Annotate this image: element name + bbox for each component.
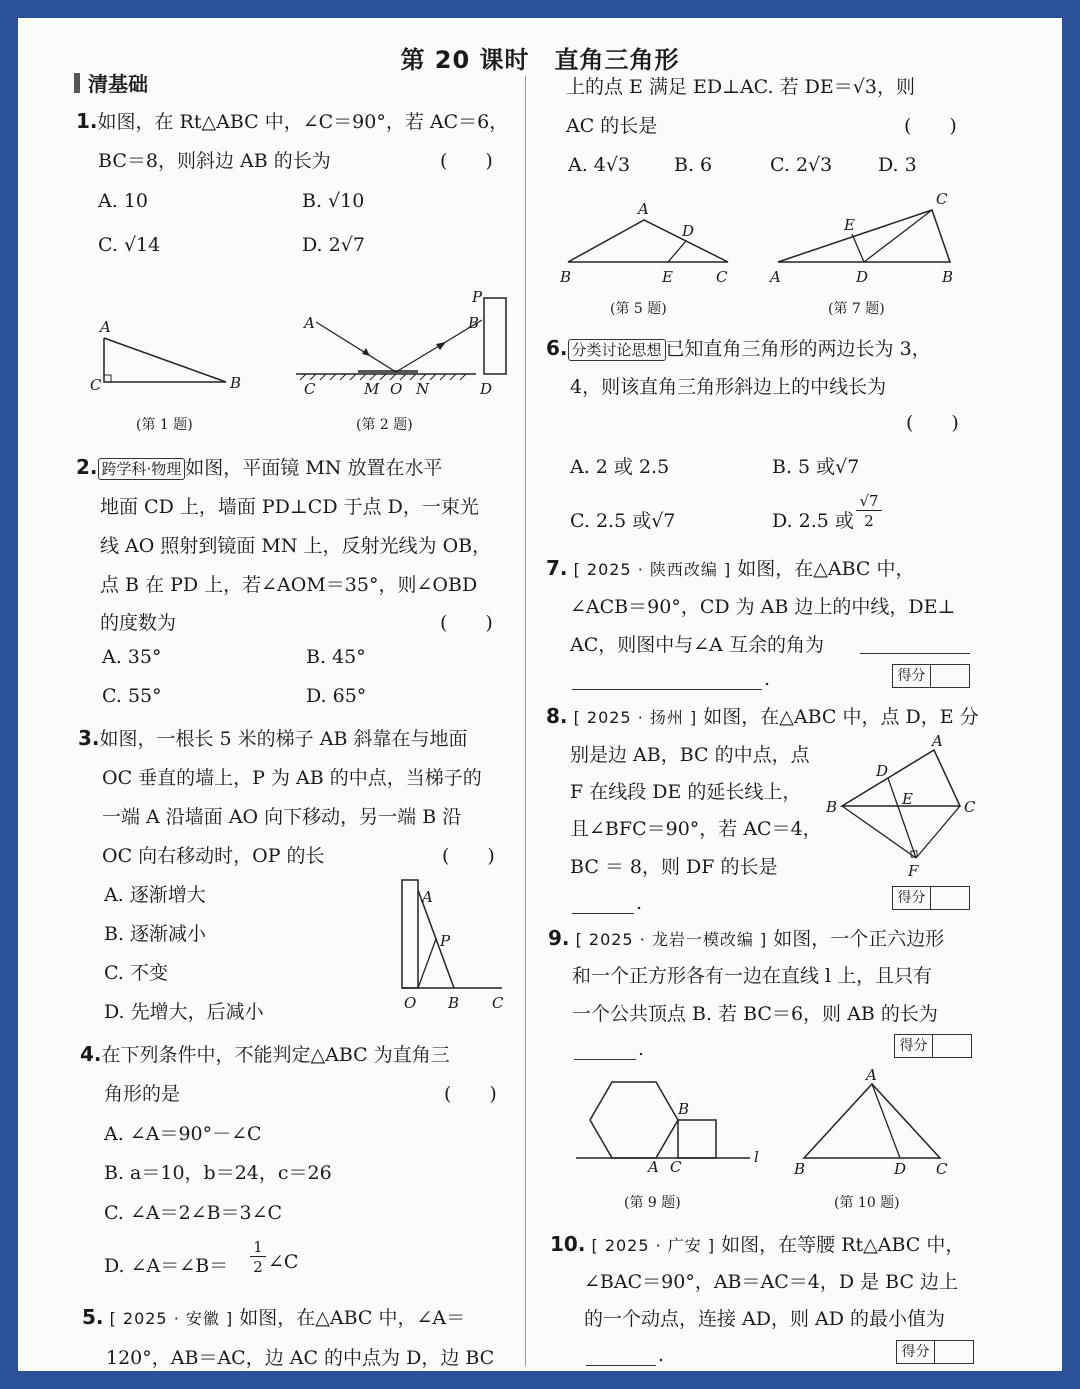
- q3-option-c: C. 不变: [104, 962, 168, 984]
- q2-option-c: C. 55°: [102, 685, 162, 707]
- q9-text-3: 一个公共顶点 B. 若 BC＝6，则 AB 的长为: [572, 1003, 938, 1025]
- q1-line1: [76, 107, 508, 134]
- q5-source: [ 2025 · 安徽 ]: [109, 1309, 234, 1328]
- q8-source: [ 2025 · 扬州 ]: [573, 708, 698, 727]
- q6-option-d-pre: D. 2.5 或: [772, 510, 854, 532]
- q3-text-4: OC 向右移动时，OP 的长: [102, 845, 325, 867]
- figure-2: [286, 270, 496, 400]
- q4-option-c: C. ∠A＝2∠B＝3∠C: [104, 1202, 283, 1224]
- section-label: 清基础: [88, 72, 148, 96]
- q5-text-2: 120°，AB＝AC，边 AC 的中点为 D，边 BC: [106, 1347, 495, 1369]
- q6-option-b: B. 5 或√7: [772, 456, 860, 478]
- q3-line1: [78, 724, 467, 751]
- fig10-label-c: C: [936, 1160, 948, 1178]
- fig8-label-a: A: [932, 732, 943, 750]
- fig3-label-o: O: [404, 994, 417, 1012]
- q7-text-1: 如图，在△ABC 中，: [737, 558, 915, 580]
- q4-option-d-post: ∠C: [268, 1251, 299, 1273]
- q1-bracket: ( ): [440, 150, 493, 172]
- fig2-label-c: C: [304, 380, 316, 398]
- q1-option-c: C. √14: [98, 234, 161, 256]
- q10-score-label: 得分: [897, 1341, 935, 1363]
- q4-option-a: A. ∠A＝90°－∠C: [104, 1123, 262, 1145]
- fig2-label-a: A: [304, 314, 315, 332]
- q10-end: .: [658, 1344, 665, 1366]
- fig8-label-e: E: [902, 790, 913, 808]
- q9-answer-blank[interactable]: [574, 1038, 636, 1060]
- fig9-label-b: B: [678, 1100, 690, 1118]
- fig3-label-a: A: [422, 888, 433, 906]
- q7-source: [ 2025 · 陕西改编 ]: [573, 560, 732, 579]
- fig1-caption: (第 1 题): [136, 417, 193, 433]
- fig10-label-d: D: [894, 1160, 907, 1178]
- fig5-caption: (第 5 题): [610, 301, 667, 317]
- fig2-label-p: P: [472, 288, 483, 306]
- q2-text-2: 地面 CD 上，墙面 PD⊥CD 于点 D，一束光: [100, 496, 479, 518]
- q6-number: 6.: [546, 336, 568, 360]
- q4-option-d: [104, 1251, 228, 1278]
- q4-text-2: 角形的是: [104, 1083, 181, 1105]
- fig8-label-f: F: [908, 862, 919, 880]
- fig5-label-d: D: [682, 222, 695, 240]
- figure-9: [574, 1074, 764, 1174]
- q10-line1: [550, 1230, 964, 1257]
- q4-option-d-pre: D. ∠A＝∠B＝: [104, 1255, 229, 1277]
- q1-option-d: D. 2√7: [302, 234, 365, 256]
- fig2-label-o: O: [390, 380, 403, 398]
- fig1-label-b: B: [230, 374, 242, 392]
- q8-text-4: 且∠BFC＝90°，若 AC＝4，: [570, 818, 822, 840]
- q10-source: [ 2025 · 广安 ]: [591, 1236, 716, 1255]
- fig1-label-c: C: [90, 376, 102, 394]
- worksheet-page: [18, 18, 1062, 1371]
- q3-text-2: OC 垂直的墙上，P 为 AB 的中点，当梯子的: [102, 767, 482, 789]
- figure-10: [794, 1066, 974, 1178]
- fig2-label-d: D: [480, 380, 493, 398]
- q6-tag: 分类讨论思想: [568, 339, 666, 361]
- q4-fraction-numerator: 1: [250, 1238, 266, 1257]
- q8-line1: [546, 702, 979, 729]
- q5-option-d: D. 3: [878, 154, 917, 176]
- q7-end: .: [764, 668, 771, 690]
- q10-text-2: ∠BAC＝90°，AB＝AC＝4，D 是 BC 边上: [584, 1271, 959, 1293]
- figure-3: [398, 876, 508, 1016]
- q1-option-b: B. √10: [302, 190, 365, 212]
- q10-score-box[interactable]: [896, 1340, 974, 1364]
- q2-text-3: 线 AO 照射到镜面 MN 上，反射光线为 OB，: [100, 535, 492, 557]
- q10-answer-blank[interactable]: [586, 1344, 656, 1366]
- fig1-label-a: A: [100, 318, 111, 336]
- q3-number: 3.: [78, 726, 100, 750]
- q9-score-box[interactable]: [894, 1034, 972, 1058]
- q6-text-1: 已知直角三角形的两边长为 3，: [665, 338, 931, 360]
- figure-8: [818, 730, 978, 880]
- fig9-caption: (第 9 题): [624, 1195, 681, 1211]
- q5-option-c: C. 2√3: [770, 154, 833, 176]
- fig10-caption: (第 10 题): [834, 1195, 900, 1211]
- fig9-label-a: A: [648, 1158, 659, 1176]
- q1-text-1: 如图，在 Rt△ABC 中，∠C＝90°，若 AC＝6，: [97, 111, 509, 133]
- q2-bracket: ( ): [440, 612, 493, 634]
- fig2-label-m: M: [364, 380, 380, 398]
- q2-option-d: D. 65°: [306, 685, 367, 707]
- q4-number: 4.: [80, 1042, 102, 1066]
- fig7-label-e: E: [844, 216, 855, 234]
- q7-line1: [546, 554, 914, 581]
- q7-text-3: AC，则图中与∠A 互余的角为: [570, 634, 824, 656]
- column-divider: [525, 76, 526, 1366]
- q4-text-1: 在下列条件中，不能判定△ABC 为直角三: [101, 1044, 450, 1066]
- q6-option-a: A. 2 或 2.5: [570, 456, 670, 478]
- q2-text-1: 如图，平面镜 MN 放置在水平: [185, 457, 443, 479]
- fig7-label-d: D: [856, 268, 869, 286]
- section-bar: [74, 73, 80, 93]
- fig3-label-p: P: [440, 932, 451, 950]
- fig2-caption: (第 2 题): [356, 417, 413, 433]
- q6-text-2: 4，则该直角三角形斜边上的中线长为: [570, 376, 887, 398]
- fig2-label-n: N: [416, 380, 430, 398]
- q8-end: .: [636, 892, 643, 914]
- q2-option-a: A. 35°: [102, 646, 162, 668]
- q6-fraction-numerator: √7: [856, 492, 882, 511]
- q6-option-c: C. 2.5 或√7: [570, 510, 676, 532]
- q10-number: 10.: [550, 1232, 586, 1256]
- q8-text-2: 别是边 AB，BC 的中点，点: [570, 744, 810, 766]
- q7-text-2: ∠ACB＝90°，CD 为 AB 边上的中线，DE⊥: [570, 596, 956, 618]
- q5-number: 5.: [82, 1305, 104, 1329]
- q3-option-a: A. 逐渐增大: [104, 884, 206, 906]
- q3-bracket: ( ): [442, 845, 495, 867]
- fig9-label-c: C: [670, 1158, 682, 1176]
- fig9-label-l: l: [754, 1148, 759, 1166]
- q7-number: 7.: [546, 556, 568, 580]
- q10-text-1: 如图，在等腰 Rt△ABC 中，: [721, 1234, 965, 1256]
- q4-option-b: B. a＝10，b＝24，c＝26: [104, 1162, 332, 1184]
- q2-tag: 跨学科·物理: [98, 458, 186, 480]
- fig10-label-b: B: [794, 1160, 806, 1178]
- q5-line1: [82, 1303, 465, 1330]
- q6-line1: [546, 334, 931, 361]
- fig7-caption: (第 7 题): [828, 301, 885, 317]
- q5-text-3: 上的点 E 满足 ED⊥AC. 若 DE＝√3，则: [566, 76, 915, 98]
- q9-line1: [548, 924, 944, 951]
- fig8-label-c: C: [964, 798, 976, 816]
- page-title: 第 20 课时 直角三角形: [400, 46, 680, 74]
- q7-answer-blank-1[interactable]: [860, 632, 970, 654]
- fig5-label-e: E: [662, 268, 673, 286]
- figure-1: [88, 318, 248, 398]
- q7-score-label: 得分: [893, 665, 931, 687]
- q4-bracket: ( ): [444, 1083, 497, 1105]
- fig3-label-b: B: [448, 994, 460, 1012]
- q5-text-4: AC 的长是: [566, 115, 658, 137]
- q5-bracket: ( ): [904, 115, 957, 137]
- q3-text-3: 一端 A 沿墙面 AO 向下移动，另一端 B 沿: [102, 806, 462, 828]
- q3-option-b: B. 逐渐减小: [104, 923, 207, 945]
- q2-line1: [76, 453, 442, 480]
- q2-option-b: B. 45°: [306, 646, 366, 668]
- q8-number: 8.: [546, 704, 568, 728]
- figure-5: [558, 198, 738, 288]
- q5-text-1: 如图，在△ABC 中，∠A＝: [239, 1307, 466, 1329]
- fig5-label-b: B: [560, 268, 572, 286]
- q8-text-3: F 在线段 DE 的延长线上，: [570, 781, 802, 803]
- fig5-label-a: A: [638, 200, 649, 218]
- fig3-label-c: C: [492, 994, 504, 1012]
- q2-text-5: 的度数为: [100, 612, 177, 634]
- section-heading: [74, 68, 148, 97]
- fig7-label-b: B: [942, 268, 954, 286]
- fig8-label-d: D: [876, 762, 889, 780]
- q8-answer-blank[interactable]: [572, 892, 634, 914]
- q9-end: .: [638, 1038, 645, 1060]
- fig10-label-a: A: [866, 1066, 877, 1084]
- q9-source: [ 2025 · 龙岩一模改编 ]: [575, 930, 768, 949]
- q6-bracket: ( ): [906, 412, 959, 434]
- q7-score-box[interactable]: [892, 664, 970, 688]
- q4-line1: [80, 1040, 450, 1067]
- q7-answer-blank-2[interactable]: [572, 668, 762, 690]
- q6-fraction-denominator: 2: [864, 512, 874, 530]
- q8-score-label: 得分: [893, 887, 931, 909]
- q3-option-d: D. 先增大，后减小: [104, 1001, 264, 1023]
- q1-number: 1.: [76, 109, 98, 133]
- q8-text-1: 如图，在△ABC 中，点 D，E 分: [703, 706, 979, 728]
- q2-text-4: 点 B 在 PD 上，若∠AOM＝35°，则∠OBD: [100, 574, 478, 596]
- q9-text-1: 如图，一个正六边形: [773, 928, 945, 950]
- q5-option-b: B. 6: [674, 154, 713, 176]
- q10-text-3: 的一个动点，连接 AD，则 AD 的最小值为: [584, 1308, 946, 1330]
- fig7-label-c: C: [936, 190, 948, 208]
- figure-7: [768, 190, 968, 290]
- q3-text-1: 如图，一根长 5 米的梯子 AB 斜靠在与地面: [99, 728, 468, 750]
- q8-score-box[interactable]: [892, 886, 970, 910]
- fig5-label-c: C: [716, 268, 728, 286]
- q9-text-2: 和一个正方形各有一边在直线 l 上，且只有: [572, 965, 933, 987]
- q4-fraction-denominator: 2: [253, 1258, 263, 1276]
- q1-option-a: A. 10: [98, 190, 148, 212]
- q9-number: 9.: [548, 926, 570, 950]
- fig8-label-b: B: [826, 798, 838, 816]
- q1-text-2: BC＝8，则斜边 AB 的长为: [98, 150, 331, 172]
- q8-text-5: BC ＝ 8，则 DF 的长是: [570, 856, 778, 878]
- q9-score-label: 得分: [895, 1035, 933, 1057]
- fig2-label-b: B: [468, 314, 480, 332]
- fig7-label-a: A: [770, 268, 781, 286]
- q5-option-a: A. 4√3: [568, 154, 631, 176]
- q2-number: 2.: [76, 455, 98, 479]
